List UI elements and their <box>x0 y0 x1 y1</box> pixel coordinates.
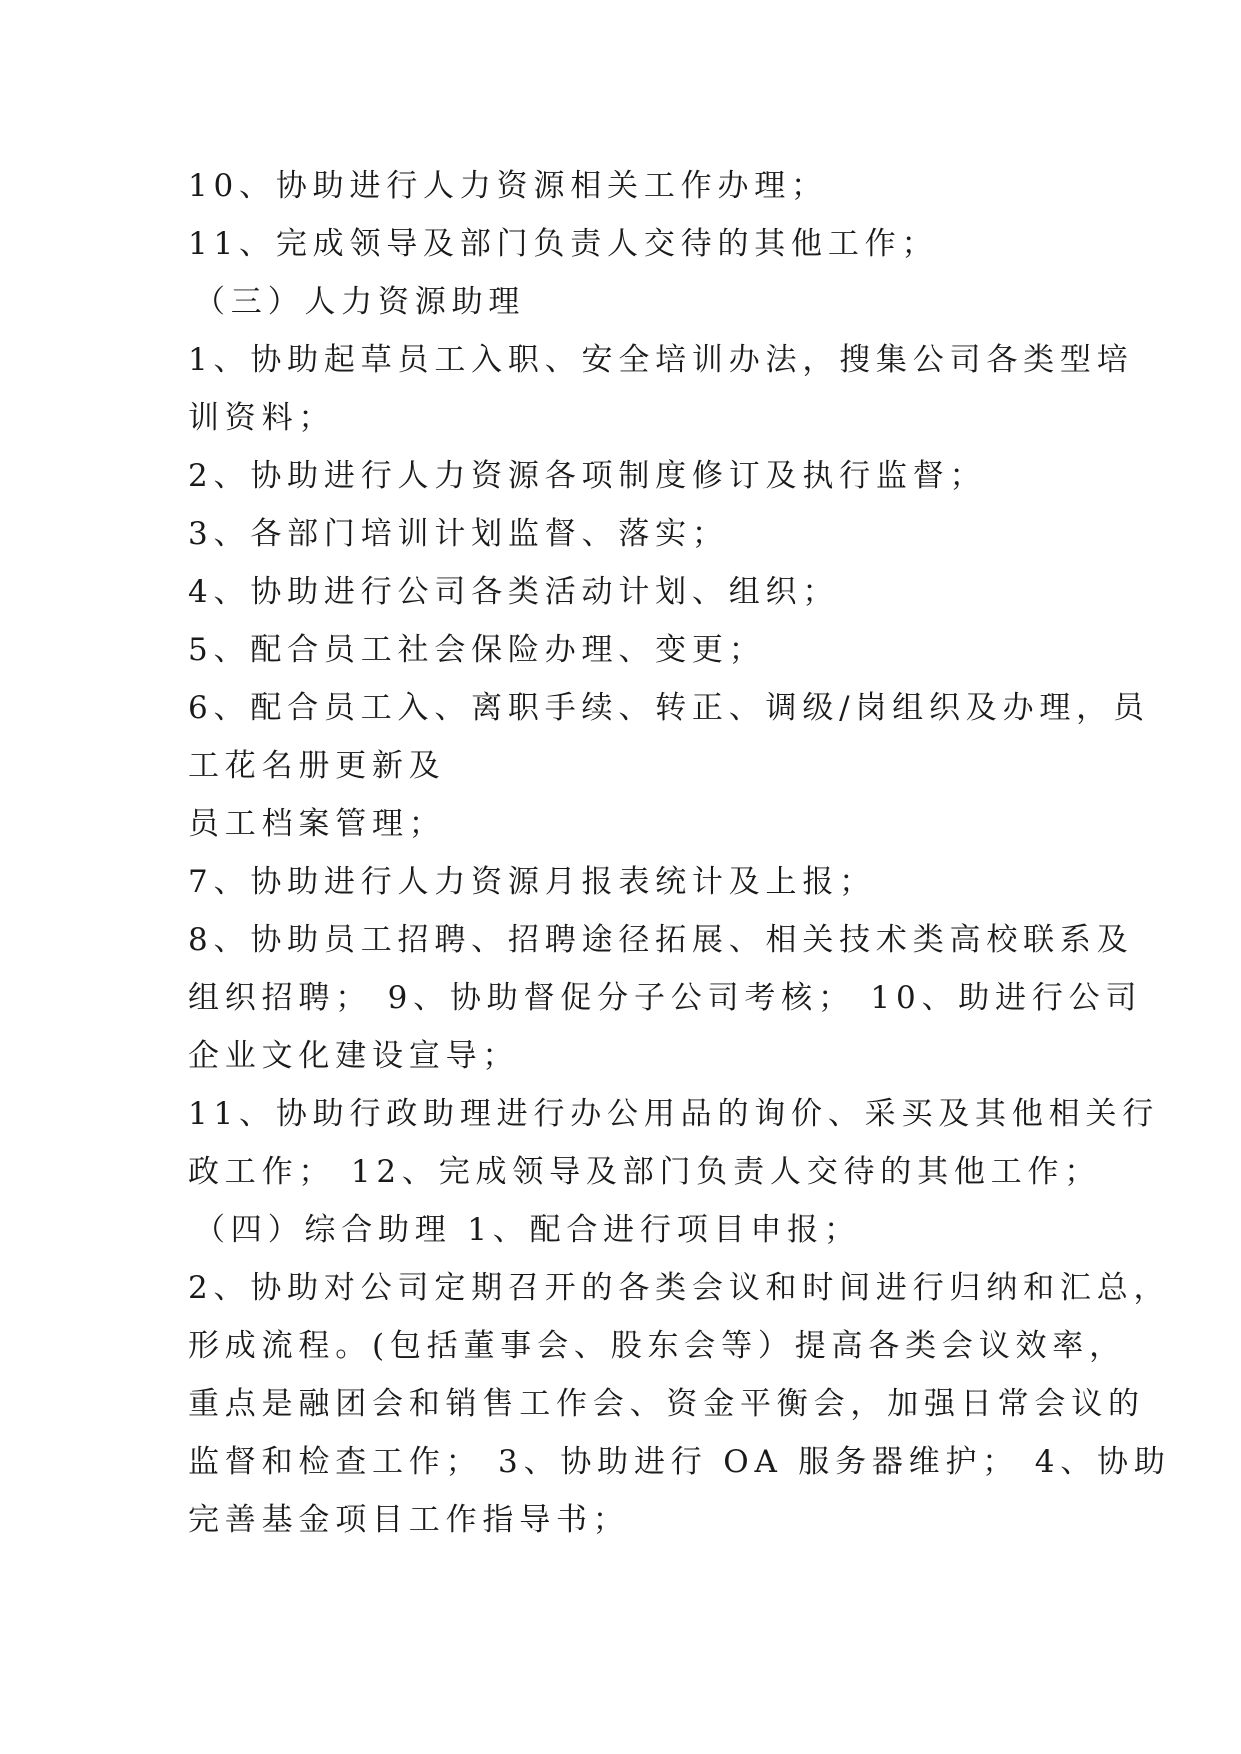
text-line: 企业文化建设宣导； <box>188 1038 520 1074</box>
section-heading-general-assistant: （四）综合助理 1、配合进行项目申报； <box>194 1212 861 1248</box>
text-line: 员工档案管理； <box>188 806 446 842</box>
text-line: 政工作； 12、完成领导及部门负责人交待的其他工作； <box>188 1154 1102 1190</box>
text-line: 11、完成领导及部门负责人交待的其他工作； <box>188 226 939 262</box>
text-line: 组织招聘； 9、协助督促分子公司考核； 10、助进行公司 <box>188 980 1143 1016</box>
text-line: 2、协助进行人力资源各项制度修订及执行监督； <box>188 458 987 494</box>
text-line: 3、各部门培训计划监督、落实； <box>188 516 729 552</box>
text-line: 8、协助员工招聘、招聘途径拓展、相关技术类高校联系及 <box>188 922 1134 958</box>
text-line: 工花名册更新及 <box>188 748 446 784</box>
text-line: 7、协助进行人力资源月报表统计及上报； <box>188 864 876 900</box>
section-heading-hr-assistant: （三）人力资源助理 <box>194 284 526 320</box>
text-line: 完善基金项目工作指导书； <box>188 1502 630 1538</box>
text-line: 10、协助进行人力资源相关工作办理； <box>188 168 828 204</box>
document-body <box>188 157 1171 1549</box>
text-line: 1、协助起草员工入职、安全培训办法，搜集公司各类型培 <box>188 342 1134 378</box>
text-line: 6、配合员工入、离职手续、转正、调级/岗组织及办理，员 <box>188 690 1150 726</box>
text-line: 训资料； <box>188 400 336 436</box>
text-line: 形成流程。(包括董事会、股东会等）提高各类会议效率， <box>188 1328 1126 1364</box>
text-line: 2、协助对公司定期召开的各类会议和时间进行归纳和汇总， <box>188 1270 1171 1306</box>
text-line: 重点是融团会和销售工作会、资金平衡会，加强日常会议的 <box>188 1386 1145 1422</box>
text-line: 监督和检查工作； 3、协助进行 OA 服务器维护； 4、协助 <box>188 1444 1171 1480</box>
text-line: 11、协助行政助理进行办公用品的询价、采买及其他相关行 <box>188 1096 1160 1132</box>
text-line: 4、协助进行公司各类活动计划、组织； <box>188 574 840 610</box>
text-line: 5、配合员工社会保险办理、变更； <box>188 632 766 668</box>
